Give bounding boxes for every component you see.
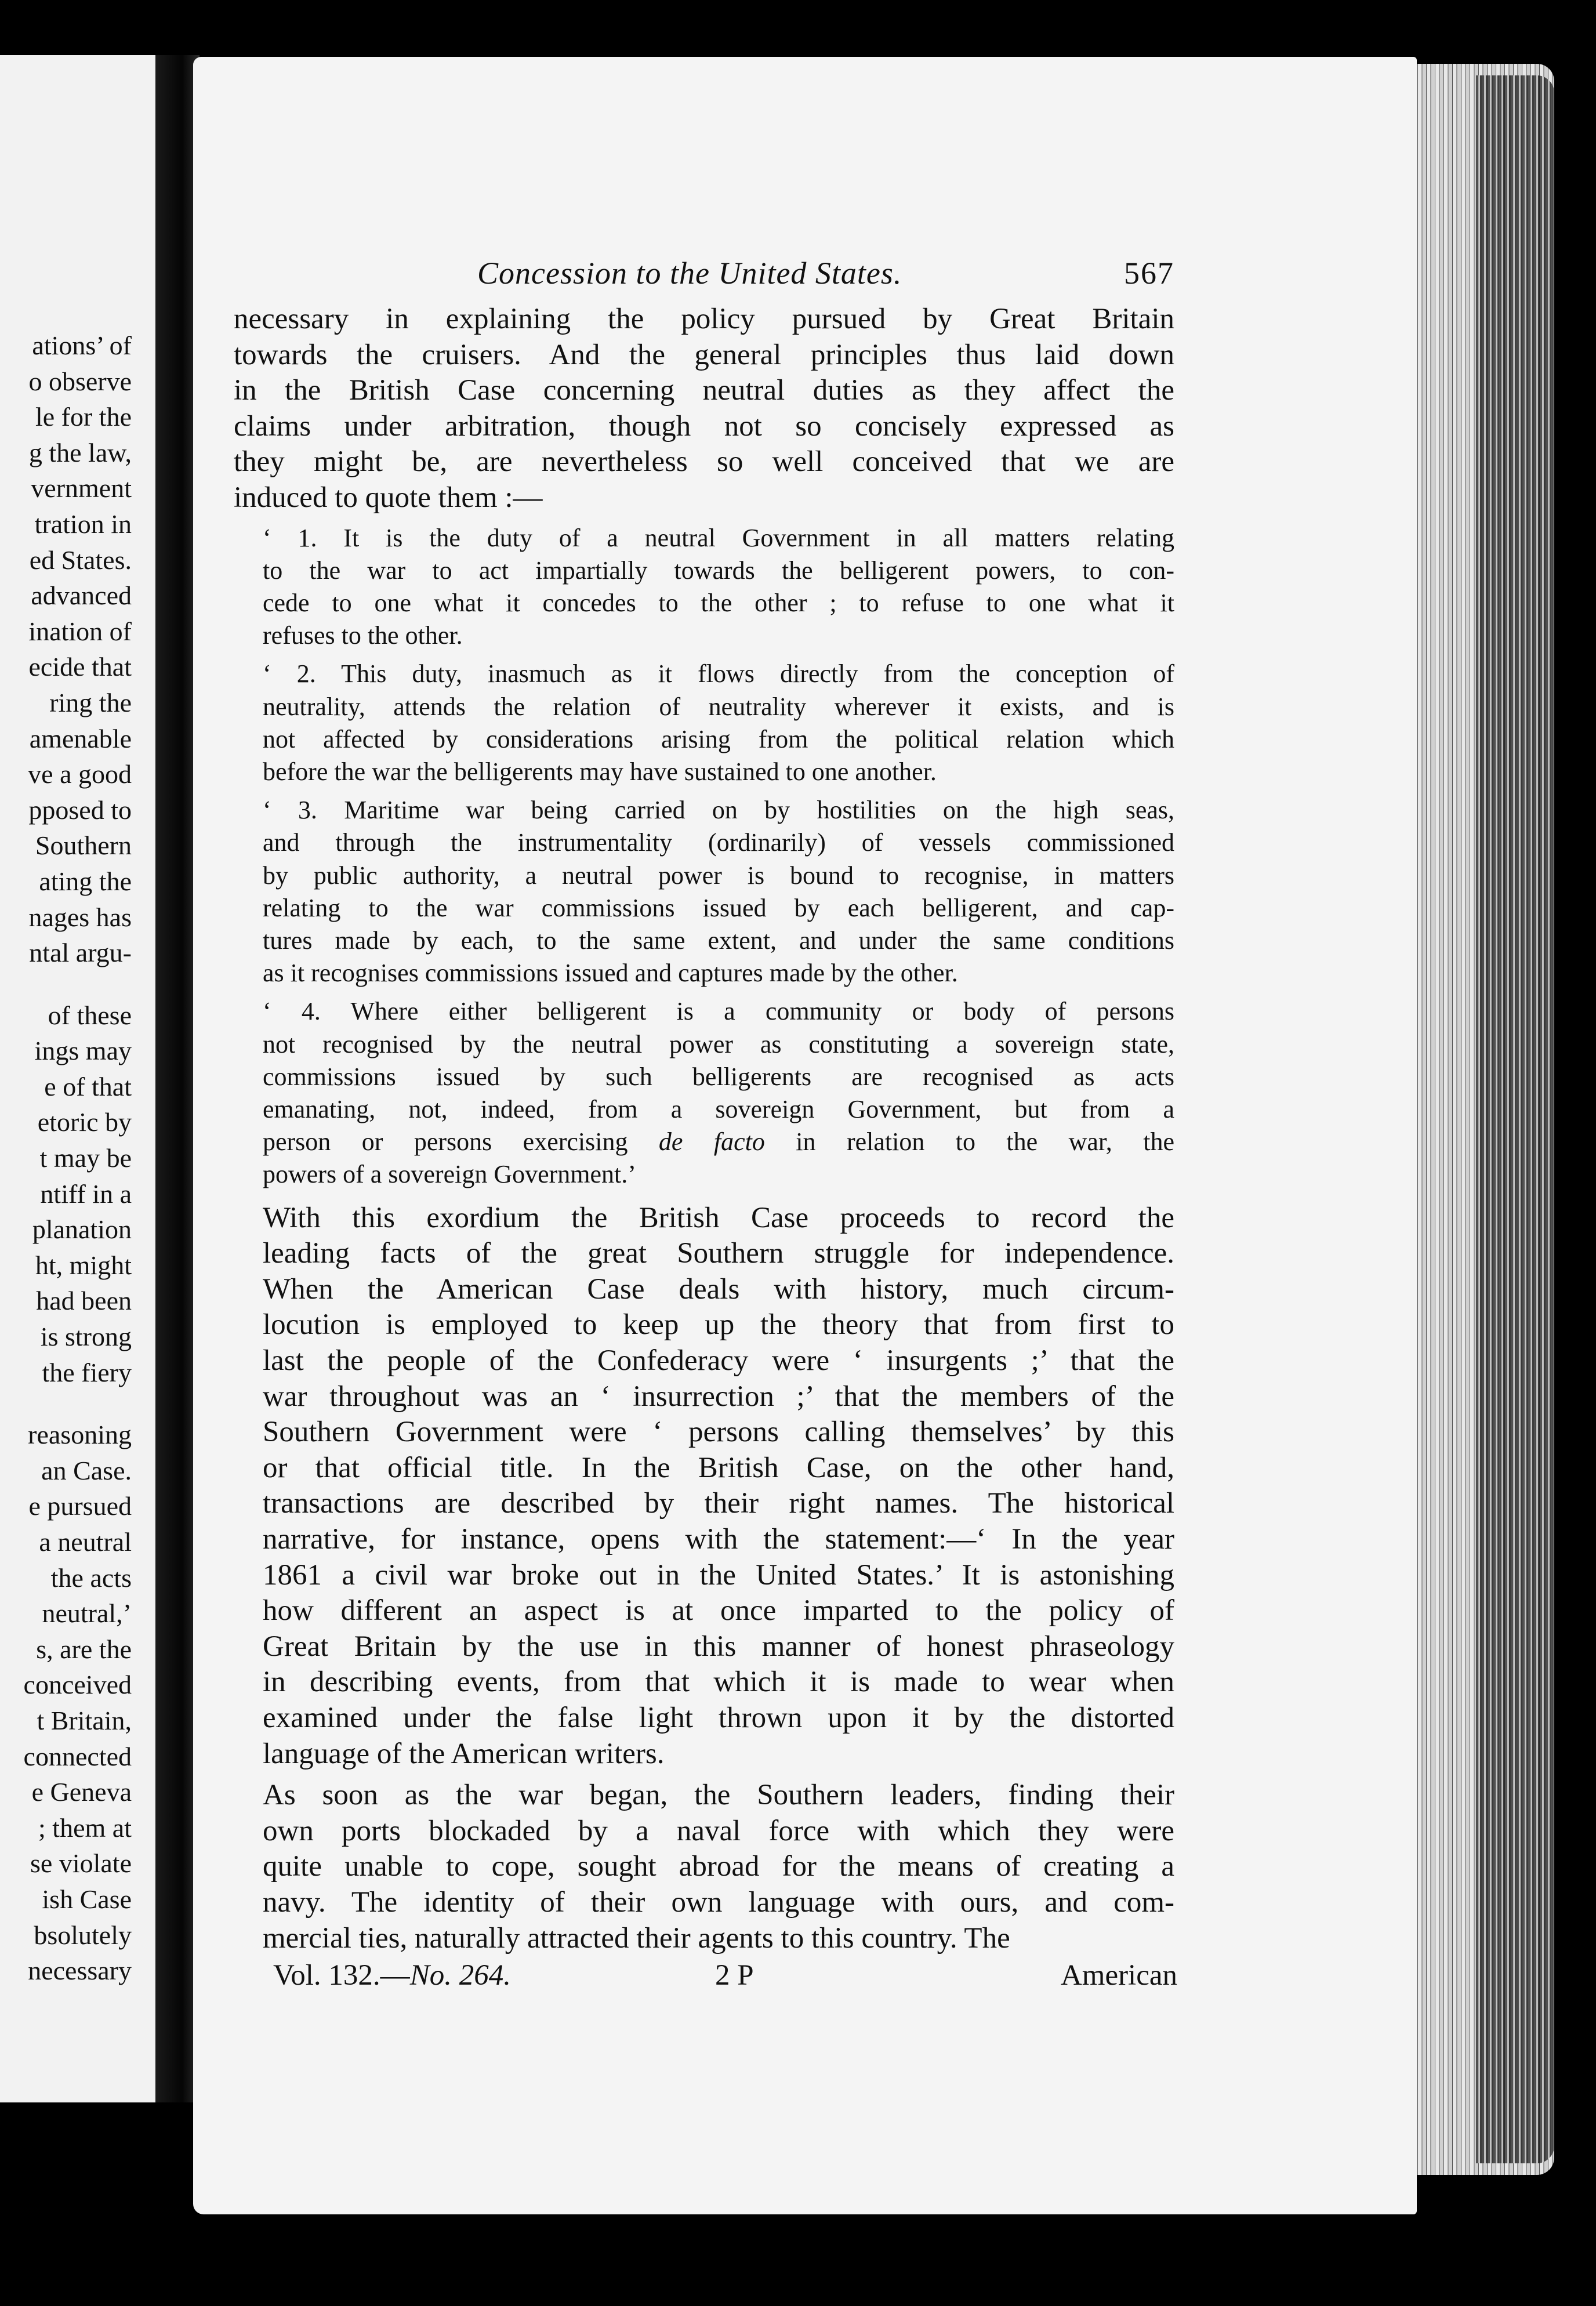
- left-text-line: ish Case: [42, 1884, 132, 1914]
- text-line: commissions issued by such belligerents are recognised as acts: [263, 1062, 1174, 1091]
- left-text-line: an Case.: [41, 1455, 132, 1485]
- left-text-line: ecide that: [28, 652, 132, 682]
- left-text-line: e pursued: [28, 1491, 132, 1521]
- left-text-line: nages has: [28, 902, 132, 932]
- left-text-line: of these: [48, 1000, 132, 1030]
- left-text-line: ination of: [28, 616, 132, 646]
- text-line: or that official title. In the British Case, on the other hand,: [263, 1451, 1174, 1484]
- text-line: in describing events, from that which it is made to wear when: [263, 1666, 1174, 1699]
- left-text-line: neutral,’: [42, 1598, 132, 1629]
- left-page-fragment: [0, 55, 158, 2102]
- left-text-line: etoric by: [37, 1107, 132, 1137]
- text-line: locution is employed to keep up the theory that from first to: [263, 1308, 1174, 1341]
- catchword: American: [1060, 1959, 1177, 1992]
- text-line: neutrality, attends the relation of neutrality wherever it exists, and is: [263, 692, 1174, 721]
- text-line: ‘ 2. This duty, inasmuch as it flows directly from the conception of: [263, 659, 1174, 688]
- page-footer: [234, 1959, 1177, 1999]
- text-line: refuses to the other.: [263, 621, 463, 650]
- text-line: induced to quote them :—: [234, 481, 543, 514]
- left-text-line: ve a good: [28, 759, 132, 789]
- text-line: examined under the false light thrown upon it by the distorted: [263, 1701, 1174, 1734]
- volume-number: [273, 1959, 511, 1992]
- left-text-line: e of that: [44, 1071, 132, 1101]
- text-line: necessary in explaining the policy pursued by Great Britain: [234, 303, 1174, 335]
- left-text-line: Southern: [35, 831, 132, 861]
- text-line: language of the American writers.: [263, 1737, 665, 1770]
- text-line: cede to one what it concedes to the other ; to refuse to one what it: [263, 588, 1174, 617]
- paragraph-war-began: [234, 1778, 1174, 1956]
- text-line: as it recognises commissions issued and captures made by the other.: [263, 959, 958, 988]
- left-text-line: bsolutely: [34, 1920, 132, 1950]
- left-text-line: ntiff in a: [40, 1179, 132, 1209]
- text-line: by public authority, a neutral power is bound to recognise, in matters: [263, 861, 1174, 890]
- text-line: powers of a sovereign Government.’: [263, 1160, 636, 1189]
- text-line: war throughout was an ‘ insurrection ;’ that the members of the: [263, 1380, 1174, 1413]
- left-text-line: t may be: [39, 1143, 132, 1173]
- text-line: Southern Government were ‘ persons calling themselves’ by this: [263, 1416, 1174, 1449]
- left-text-line: e Geneva: [31, 1777, 132, 1807]
- left-text-line: le for the: [35, 402, 132, 432]
- text-line: As soon as the war began, the Southern leaders, finding their: [263, 1779, 1174, 1812]
- text-line: before the war the belligerents may have sustained to one another.: [263, 757, 937, 786]
- left-text-line: ations’ of: [32, 331, 132, 360]
- left-text-line: ings may: [34, 1036, 132, 1066]
- left-text-line: amenable: [29, 723, 132, 753]
- left-text-line: a neutral: [39, 1527, 132, 1557]
- text-line: they might be, are nevertheless so well conceived that we are: [234, 445, 1174, 478]
- left-text-line: ; them at: [38, 1812, 132, 1843]
- paragraph-exordium: [234, 1201, 1174, 1772]
- left-text-line: the fiery: [42, 1357, 132, 1387]
- quote-rule-3: [234, 794, 1174, 989]
- text-line: not recognised by the neutral power as constituting a sovereign state,: [263, 1029, 1174, 1058]
- left-text-line: tration in: [34, 509, 132, 539]
- text-line: Great Britain by the use in this manner of honest phraseology: [263, 1630, 1174, 1663]
- text-line: narrative, for instance, opens with the statement:—‘ In the year: [263, 1522, 1174, 1556]
- left-text-line: necessary: [28, 1956, 132, 1986]
- left-text-line: planation: [32, 1214, 132, 1245]
- text-line: emanating, not, indeed, from a sovereign Government, but from a: [263, 1095, 1174, 1124]
- text-line: ‘ 1. It is the duty of a neutral Government in all matters relating: [263, 523, 1174, 552]
- left-text-line: o observe: [28, 366, 132, 396]
- text-line: navy. The identity of their own language with ours, and com-: [263, 1886, 1174, 1919]
- text-line: towards the cruisers. And the general principles thus laid down: [234, 338, 1174, 371]
- left-text-line: ntal argu-: [29, 938, 132, 968]
- left-text-line: s, are the: [36, 1634, 132, 1664]
- left-text-line: conceived: [23, 1670, 132, 1700]
- text-line: how different an aspect is at once imparted to the policy of: [263, 1594, 1174, 1627]
- intro-paragraph: [234, 302, 1174, 516]
- quote-rule-4: [234, 995, 1174, 1191]
- text-line: ‘ 3. Maritime war being carried on by hostilities on the high seas,: [263, 796, 1174, 825]
- left-page-text: [0, 328, 132, 1989]
- text-line: 1861 a civil war broke out in the United States.’ It is astonishing: [263, 1558, 1174, 1591]
- text-line: leading facts of the great Southern struggle for independence.: [263, 1237, 1174, 1270]
- text-line: not affected by considerations arising from the political relation which: [263, 724, 1174, 753]
- quote-rule-1: [234, 522, 1174, 652]
- text-line: ‘ 4. Where either belligerent is a community or body of persons: [263, 997, 1174, 1026]
- volume-label: Vol. 132.—: [273, 1959, 410, 1992]
- text-line: mercial ties, naturally attracted their agents to this country. The: [263, 1921, 1010, 1955]
- left-text-line: g the law,: [28, 437, 132, 467]
- running-title: Concession to the United States.: [477, 256, 902, 291]
- text-line: When the American Case deals with history, much circum-: [263, 1272, 1174, 1306]
- issue-number: No. 264.: [409, 1959, 511, 1992]
- text-line: in the British Case concerning neutral duties as they affect the: [234, 374, 1174, 407]
- text-line: tures made by each, to the same extent, and under the same conditions: [263, 926, 1174, 955]
- text-line: transactions are described by their right names. The historical: [263, 1487, 1174, 1520]
- text-line: With this exordium the British Case proceeds to record the: [263, 1201, 1174, 1234]
- text-line: and through the instrumentality (ordinarily) of vessels commissioned: [263, 828, 1174, 857]
- text-line: person or persons exercising de facto in relation to the war, the: [263, 1127, 1174, 1156]
- page-content: [234, 255, 1177, 1999]
- page-edges-shadow: [1476, 75, 1554, 2163]
- text-line: to the war to act impartially towards the belligerent powers, to con-: [263, 556, 1174, 585]
- text-line: quite unable to cope, sought abroad for the means of creating a: [263, 1850, 1174, 1883]
- left-text-line: ating the: [39, 866, 132, 896]
- left-text-line: ring the: [49, 687, 132, 717]
- signature-mark: 2 P: [715, 1959, 754, 1992]
- left-text-line: pposed to: [28, 795, 132, 825]
- left-text-line: ht, might: [35, 1250, 132, 1280]
- text-line: claims under arbitration, though not so concisely expressed as: [234, 409, 1174, 443]
- left-text-line: vernment: [31, 473, 132, 503]
- quote-rule-2: [234, 658, 1174, 788]
- left-text-line: ed States.: [29, 545, 132, 575]
- left-text-line: se violate: [30, 1848, 132, 1879]
- left-text-line: t Britain,: [37, 1705, 132, 1735]
- left-text-line: reasoning: [28, 1420, 132, 1450]
- text-line: relating to the war commissions issued by each belligerent, and cap-: [263, 893, 1174, 922]
- running-head: [234, 255, 1174, 302]
- left-text-line: had been: [36, 1286, 132, 1316]
- text-line: own ports blockaded by a naval force with which they were: [263, 1814, 1174, 1847]
- left-text-line: is strong: [40, 1322, 132, 1352]
- left-text-line: the acts: [50, 1562, 132, 1593]
- text-line: last the people of the Confederacy were ‘ insurgents ;’ that the: [263, 1344, 1174, 1377]
- left-text-line: advanced: [31, 581, 132, 611]
- left-text-line: connected: [23, 1741, 132, 1771]
- page-number: 567: [1124, 256, 1174, 291]
